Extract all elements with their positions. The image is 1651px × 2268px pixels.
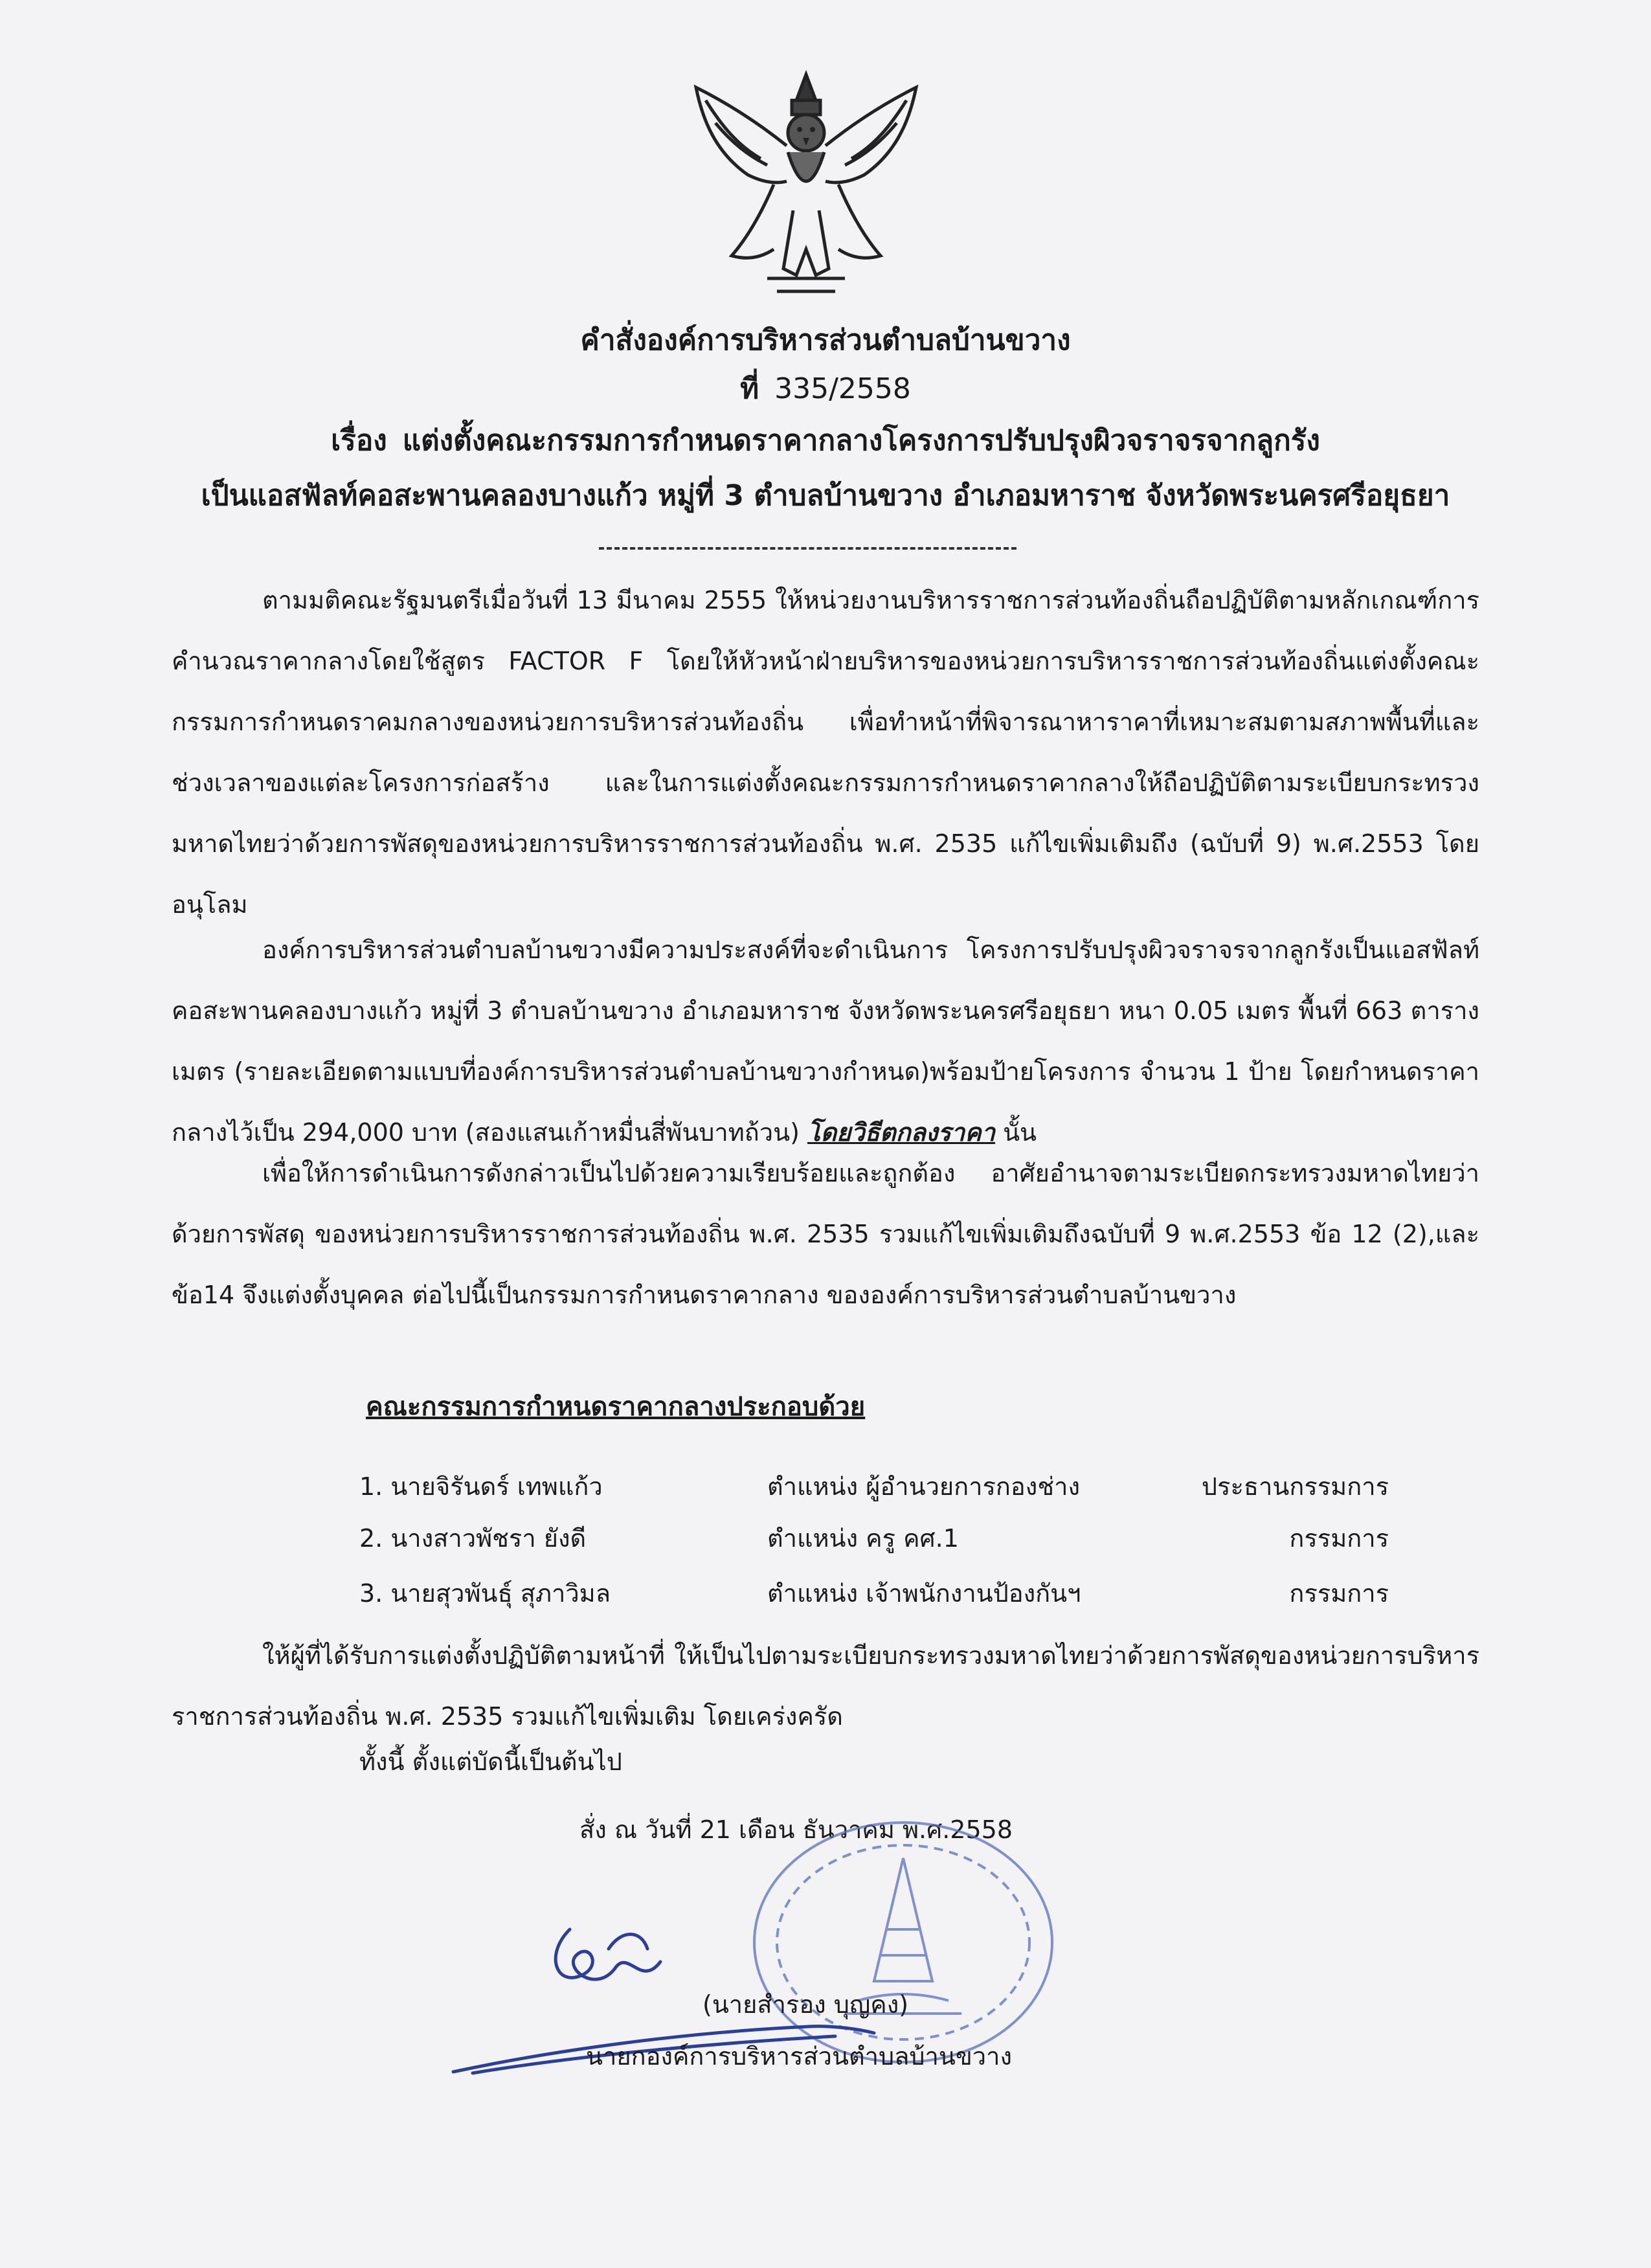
signed-date-line: สั่ง ณ วันที่ 21 เดือน ธันวาคม พ.ศ.2558	[579, 1815, 1013, 1844]
subject-text-1: แต่งตั้งคณะกรรมการกำหนดราคากลางโครงการปรับปรุงผิวจราจรจากลูกรัง	[402, 424, 1320, 457]
member-name: 3. นายสุวพันธุ์ สุภาวิมล	[359, 1579, 611, 1608]
paragraph-2-tail: นั้น	[1003, 1118, 1037, 1147]
order-number	[0, 366, 1651, 411]
member-role: กรรมการ	[1289, 1579, 1389, 1608]
committee-heading: คณะกรรมการกำหนดราคากลางประกอบด้วย	[366, 1392, 866, 1422]
signer-name: (นายสำรอง บุญคง)	[702, 1990, 909, 2019]
signer-position: นายกองค์การบริหารส่วนตำบลบ้านขวาง	[586, 2042, 1013, 2071]
paragraph-3	[172, 1143, 1479, 1325]
paragraph-2-text: องค์การบริหารส่วนตำบลบ้านขวางมีความประสงค์ที่จะดำเนินการ โครงการปรับปรุงผิวจราจรจากลูกรังเป็นแอสฟัลท์คอสะพานคลองบางแก้ว หมู่ที่ 3 ตำบลบ้านขวาง อำเภอมหาราช จังหวัดพระนครศรีอยุธยา หนา 0.05 เมตร พื้นที่ 663 ตารางเมตร (รายละเอียดตามแบบที่องค์การบริหารส่วนตำบลบ้านขวางกำหนด)พร้อมป้ายโครงการ จำนวน 1 ป้าย โดยกำหนดราคากลางไว้เป็น 294,000 บาท (สองแสนเก้าหมื่นสี่พันบาทถ้วน)	[172, 936, 1479, 1147]
member-position: ตำแหน่ง ผู้อำนวยการกองช่าง	[767, 1472, 1080, 1501]
paragraph-3-text: เพื่อให้การดำเนินการดังกล่าวเป็นไปด้วยความเรียบร้อยและถูกต้อง อาศัยอำนาจตามระเบียดกระทรวงมหาดไทยว่าด้วยการพัสดุ ของหน่วยการบริหารราชการส่วนท้องถิ่น พ.ศ. 2535 รวมแก้ไขเพิ่มเติมถึงฉบับที่ 9 พ.ศ.2553 ข้อ 12 (2),และข้อ14 จึงแต่งตั้งบุคคล ต่อไปนี้เป็นกรรมการกำหนดราคากลาง ขององค์การบริหารส่วนตำบลบ้านขวาง	[172, 1159, 1479, 1309]
paragraph-1-text: ตามมติคณะรัฐมนตรีเมื่อวันที่ 13 มีนาคม 2555 ให้หน่วยงานบริหารราชการส่วนท้องถิ่นถือปฏิบัติตามหลักเกณฑ์การคำนวณราคากลางโดยใช้สูตร FACTOR F โดยให้หัวหน้าฝ่ายบริหารของหน่วยการบริหารราชการส่วนท้องถิ่นแต่งตั้งคณะกรรมการกำหนดราคมกลางของหน่วยการบริหารส่วนท้องถิ่น เพื่อทำหน้าที่พิจารณาหาราคาที่เหมาะสมตามสภาพพื้นที่และช่วงเวลาของแต่ละโครงการก่อสร้าง และในการแต่งตั้งคณะกรรมการกำหนดราคากลางให้ถือปฏิบัติตามระเบียบกระทรวงมหาดไทยว่าด้วยการพัสดุของหน่วยการบริหารราชการส่วนท้องถิ่น พ.ศ. 2535 แก้ไขเพิ่มเติมถึง (ฉบับที่ 9) พ.ศ.2553 โดยอนุโลม	[172, 586, 1479, 919]
committee-member	[359, 1573, 1389, 1619]
paragraph-2	[172, 919, 1479, 1163]
member-position: ตำแหน่ง เจ้าพนักงานป้องกันฯ	[767, 1579, 1081, 1608]
subject-label: เรื่อง	[331, 424, 387, 457]
instruction-text: ให้ผู้ที่ได้รับการแต่งตั้งปฏิบัติตามหน้าที่ ให้เป็นไปตามระเบียบกระทรวงมหาดไทยว่าด้วยการพัสดุของหน่วยการบริหารราชการส่วนท้องถิ่น พ.ศ. 2535 รวมแก้ไขเพิ่มเติม โดยเคร่งครัด	[172, 1641, 1479, 1731]
order-number-value: 335/2558	[774, 372, 911, 405]
member-name: 1. นายจิรันดร์ เทพแก้ว	[359, 1472, 603, 1501]
committee-member	[359, 1518, 1389, 1564]
procurement-method: โดยวิธีตกลงราคา	[807, 1118, 995, 1147]
member-role: ประธานกรรมการ	[1201, 1472, 1389, 1501]
paragraph-1	[172, 570, 1479, 935]
effective-date-line: ทั้งนี้ ตั้งแต่บัดนี้เป็นต้นไป	[359, 1747, 622, 1776]
subject-line-2: เป็นแอสฟัลท์คอสะพานคลองบางแก้ว หมู่ที่ 3 ตำบลบ้านขวาง อำเภอมหาราช จังหวัดพระนครศรีอยุธยา	[201, 479, 1450, 512]
dashed-divider	[599, 547, 1016, 550]
subject-line-1	[0, 418, 1651, 463]
member-position: ตำแหน่ง ครู คศ.1	[767, 1524, 959, 1553]
committee-member	[359, 1466, 1389, 1512]
garuda-emblem-icon	[677, 62, 936, 308]
order-title: คำสั่งองค์การบริหารส่วนตำบลบ้านขวาง	[580, 324, 1071, 357]
instruction-paragraph	[172, 1625, 1479, 1747]
member-name: 2. นางสาวพัชรา ยังดี	[359, 1524, 587, 1553]
member-role: กรรมการ	[1289, 1524, 1389, 1553]
order-number-label: ที่	[740, 372, 759, 405]
